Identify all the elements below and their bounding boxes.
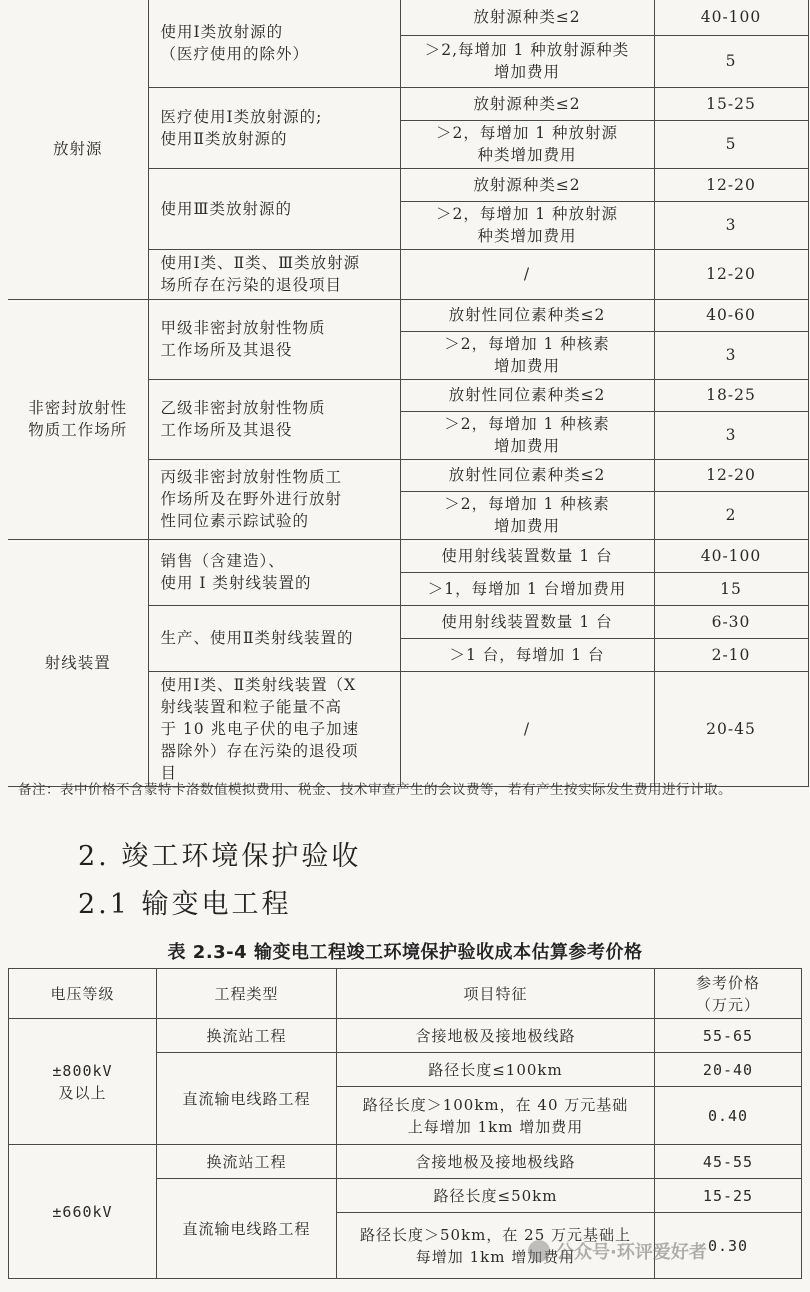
- price-cell: 40-60: [654, 299, 808, 331]
- price-cell: 3: [654, 411, 808, 459]
- price-cell: 20-40: [655, 1053, 802, 1087]
- price-cell: 3: [654, 331, 808, 379]
- table-row: [8, 299, 808, 331]
- price-cell: 12-20: [654, 459, 808, 491]
- feature-cell: 路径长度≤100km: [337, 1053, 655, 1087]
- price-cell: 45-55: [655, 1145, 802, 1179]
- header-row: [9, 969, 802, 1019]
- project-cell: 使用Ⅲ类放射源的: [148, 168, 400, 249]
- price-cell: 3: [654, 201, 808, 249]
- project-cell: 医疗使用Ⅰ类放射源的; 使用Ⅱ类放射源的: [148, 87, 400, 168]
- feature-cell: 放射性同位素种类≤2: [400, 459, 654, 491]
- project-type-cell: 直流输电线路工程: [157, 1179, 337, 1279]
- category-cell: 非密封放射性 物质工作场所: [8, 299, 148, 539]
- price-cell: 0.30: [655, 1213, 802, 1279]
- price-cell: 0.40: [655, 1087, 802, 1145]
- project-cell: 使用Ⅰ类、Ⅱ类、Ⅲ类放射源 场所存在污染的退役项目: [148, 249, 400, 299]
- section-heading-2-1: 2.1 输变电工程: [78, 889, 292, 920]
- project-cell: 销售（含建造）、 使用 I 类射线装置的: [148, 539, 400, 605]
- radiation-fee-table: [8, 0, 809, 787]
- price-cell: 15: [654, 572, 808, 605]
- feature-cell: ＞2，每增加 1 种放射源 种类增加费用: [400, 201, 654, 249]
- wechat-icon: [528, 1240, 550, 1262]
- table-row: [8, 0, 808, 35]
- project-cell: 生产、使用Ⅱ类射线装置的: [148, 605, 400, 671]
- price-cell: 40-100: [654, 0, 808, 35]
- table-row: [9, 1019, 802, 1053]
- feature-cell: 路径长度＞50km，在 25 万元基础上 每增加 1km 增加费用: [337, 1213, 655, 1279]
- project-cell: 使用Ⅰ类、Ⅱ类射线装置（X 射线装置和粒子能量不高 于 10 兆电子伏的电子加速 器除外）存在污染的退役项 目: [148, 671, 400, 786]
- feature-cell: ＞2,每增加 1 种放射源种类 增加费用: [400, 35, 654, 87]
- feature-cell: ＞1 台，每增加 1 台: [400, 638, 654, 671]
- category-cell: 射线装置: [8, 539, 148, 786]
- price-cell: 18-25: [654, 379, 808, 411]
- feature-cell: 路径长度≤50km: [337, 1179, 655, 1213]
- price-cell: 2-10: [654, 638, 808, 671]
- price-cell: 5: [654, 120, 808, 168]
- feature-cell: /: [400, 249, 654, 299]
- feature-cell: 放射性同位素种类≤2: [400, 299, 654, 331]
- project-cell: 丙级非密封放射性物质工 作场所及在野外进行放射 性同位素示踪试验的: [148, 459, 400, 539]
- price-cell: 20-45: [654, 671, 808, 786]
- feature-cell: ＞1，每增加 1 台增加费用: [400, 572, 654, 605]
- category-cell: 放射源: [8, 0, 148, 299]
- feature-cell: 放射性同位素种类≤2: [400, 379, 654, 411]
- feature-cell: 放射源种类≤2: [400, 87, 654, 120]
- project-cell: 甲级非密封放射性物质 工作场所及其退役: [148, 299, 400, 379]
- feature-cell: 路径长度＞100km，在 40 万元基础 上每增加 1km 增加费用: [337, 1087, 655, 1145]
- project-type-cell: 换流站工程: [157, 1145, 337, 1179]
- voltage-cell: ±800kV 及以上: [9, 1019, 157, 1145]
- feature-cell: 含接地极及接地极线路: [337, 1145, 655, 1179]
- table-row: [8, 539, 808, 572]
- table-row: [9, 1145, 802, 1179]
- voltage-cell: ±660kV: [9, 1145, 157, 1279]
- column-header: 电压等级: [9, 969, 157, 1019]
- price-cell: 2: [654, 491, 808, 539]
- transmission-acceptance-table: [8, 968, 802, 1279]
- feature-cell: ＞2，每增加 1 种核素 增加费用: [400, 331, 654, 379]
- price-cell: 5: [654, 35, 808, 87]
- project-cell: 乙级非密封放射性物质 工作场所及其退役: [148, 379, 400, 459]
- project-cell: 使用Ⅰ类放射源的 （医疗使用的除外）: [148, 0, 400, 87]
- feature-cell: 放射源种类≤2: [400, 168, 654, 201]
- feature-cell: ＞2，每增加 1 种核素 增加费用: [400, 411, 654, 459]
- feature-cell: 使用射线装置数量 1 台: [400, 605, 654, 638]
- column-header: 工程类型: [157, 969, 337, 1019]
- project-type-cell: 直流输电线路工程: [157, 1053, 337, 1145]
- price-cell: 12-20: [654, 249, 808, 299]
- feature-cell: 放射源种类≤2: [400, 0, 654, 35]
- section-heading-2: 2. 竣工环境保护验收: [78, 841, 362, 872]
- project-type-cell: 换流站工程: [157, 1019, 337, 1053]
- feature-cell: ＞2，每增加 1 种放射源 种类增加费用: [400, 120, 654, 168]
- price-cell: 15-25: [654, 87, 808, 120]
- table-note: 备注：表中价格不含蒙特卡洛数值模拟费用、税金、技术审查产生的会议费等，若有产生按实际发生费用进行计取。: [18, 782, 732, 798]
- table-caption: 表 2.3-4 输变电工程竣工环境保护验收成本估算参考价格: [167, 942, 643, 963]
- price-cell: 15-25: [655, 1179, 802, 1213]
- price-cell: 12-20: [654, 168, 808, 201]
- watermark: [528, 1238, 707, 1264]
- feature-cell: 使用射线装置数量 1 台: [400, 539, 654, 572]
- column-header: 参考价格 （万元）: [655, 969, 802, 1019]
- column-header: 项目特征: [337, 969, 655, 1019]
- feature-cell: ＞2，每增加 1 种核素 增加费用: [400, 491, 654, 539]
- feature-cell: /: [400, 671, 654, 786]
- watermark-text: 公众号·环评爱好者: [556, 1242, 707, 1263]
- feature-cell: 含接地极及接地极线路: [337, 1019, 655, 1053]
- price-cell: 6-30: [654, 605, 808, 638]
- price-cell: 55-65: [655, 1019, 802, 1053]
- price-cell: 40-100: [654, 539, 808, 572]
